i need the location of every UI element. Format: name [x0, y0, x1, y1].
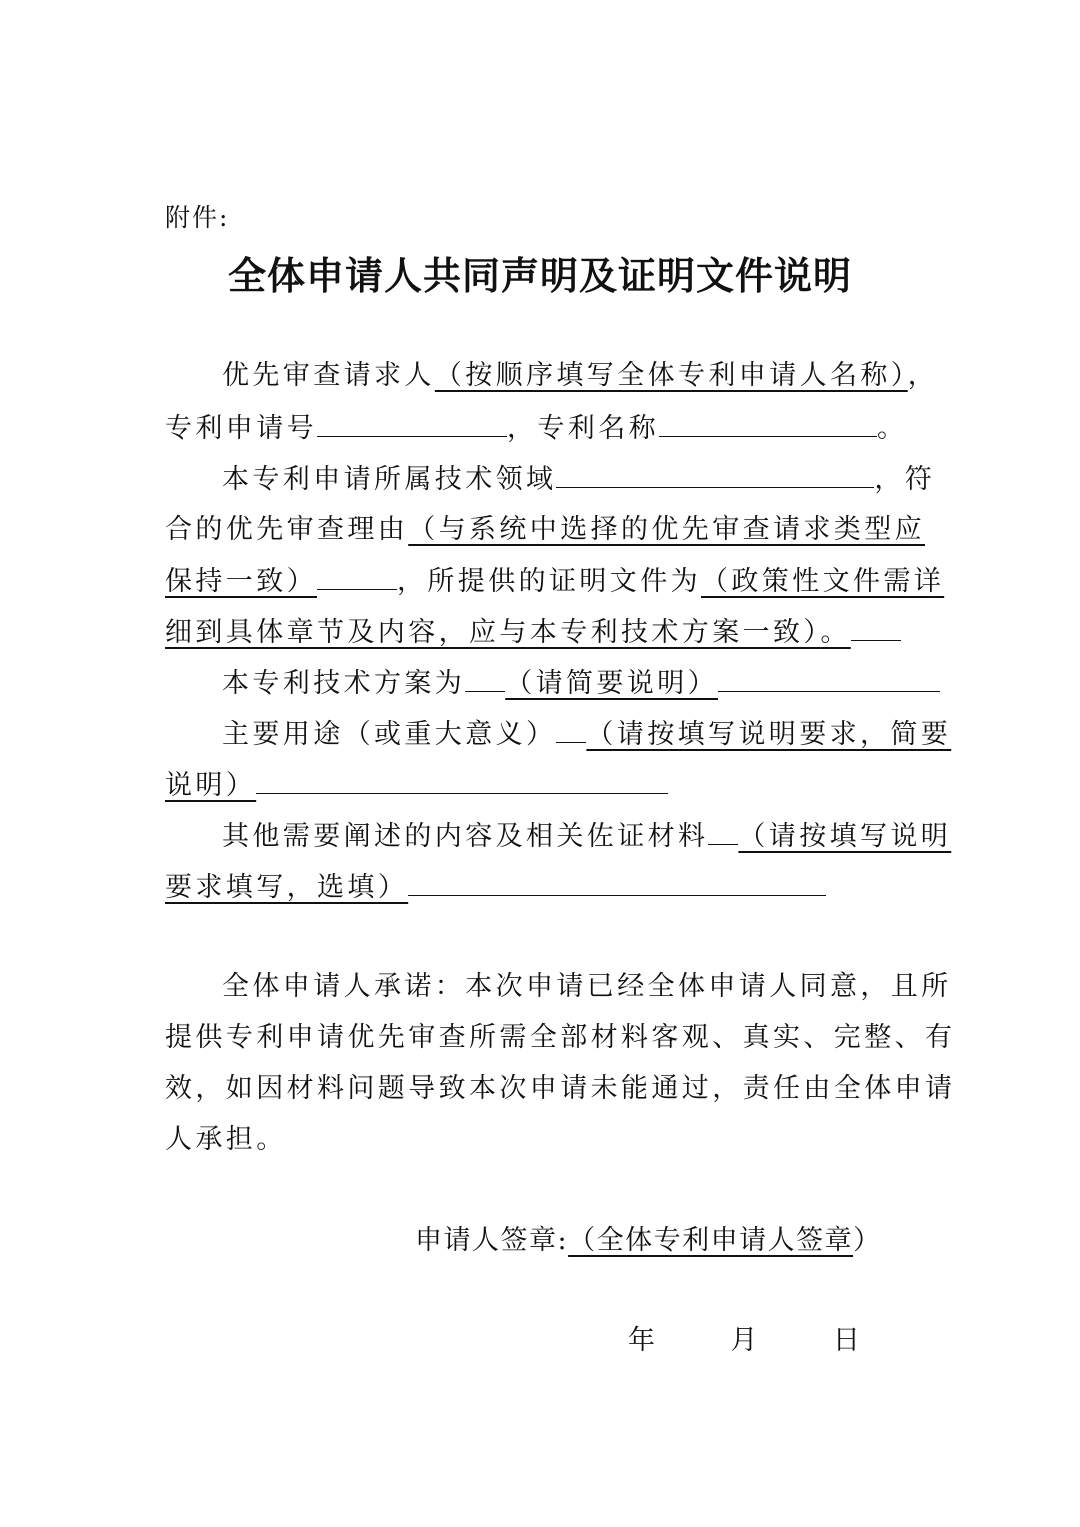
- requester-comma: ，: [907, 360, 939, 391]
- reason-line: [165, 512, 926, 548]
- scheme-line: [222, 665, 917, 702]
- signature-close: ）: [853, 1225, 882, 1256]
- tech-field-field[interactable]: [556, 461, 874, 488]
- scheme-blank-lead[interactable]: [465, 665, 505, 692]
- reason-label: 合的优先审查理由: [165, 514, 409, 545]
- date-month: 月: [730, 1325, 761, 1356]
- signature-field[interactable]: （全体专利申请人签章: [568, 1225, 854, 1256]
- application-number-label: 专利申请号: [165, 413, 317, 444]
- attachment-label: 附件:: [165, 203, 230, 232]
- use-field-cont[interactable]: 说明）: [165, 770, 257, 801]
- docs-field-cont[interactable]: 细到具体章节及内容，应与本专利技术方案一致）: [165, 617, 821, 648]
- application-number-line: [165, 410, 917, 447]
- docs-label: ，所提供的证明文件为: [397, 566, 701, 597]
- scheme-field[interactable]: （请简要说明）: [505, 668, 719, 699]
- use-blank-tail[interactable]: [256, 767, 668, 794]
- requester-field[interactable]: （按顺序填写全体专利申请人名称）: [434, 360, 908, 391]
- tech-field-label: 本专利申请所属技术领域: [222, 464, 557, 495]
- docs-blank[interactable]: [851, 614, 901, 641]
- date-day: 日: [832, 1325, 864, 1356]
- signature-line: [415, 1223, 895, 1259]
- use-line-2: [165, 767, 917, 804]
- use-label: 主要用途（或重大意义）: [222, 719, 557, 750]
- tech-field-tail: ，符: [874, 464, 936, 495]
- scheme-blank-tail[interactable]: [718, 665, 940, 692]
- use-blank-lead[interactable]: [556, 716, 586, 743]
- requester-line: [222, 358, 939, 394]
- application-number-field[interactable]: [317, 410, 507, 437]
- docs-line-2: [165, 614, 917, 651]
- other-label: 其他需要阐述的内容及相关佐证材料: [222, 821, 709, 852]
- scheme-label: 本专利技术方案为: [222, 668, 466, 699]
- line-period: 。: [877, 413, 908, 444]
- other-field-cont[interactable]: 要求填写，选填）: [165, 872, 409, 903]
- signature-label: 申请人签章:: [415, 1225, 569, 1256]
- requester-label: 优先审查请求人: [222, 360, 435, 391]
- other-field[interactable]: （请按填写说明: [738, 821, 952, 852]
- patent-name-field[interactable]: [659, 410, 877, 437]
- use-line: [222, 716, 952, 753]
- reason-blank[interactable]: [317, 563, 397, 590]
- patent-name-label: ，专利名称: [507, 413, 659, 444]
- docs-line: [165, 563, 945, 600]
- other-line: [222, 818, 952, 855]
- promise-line-2: 提供专利申请优先审查所需全部材料客观、真实、完整、有: [165, 1022, 956, 1053]
- promise-line-3: 效，如因材料问题导致本次申请未能通过，责任由全体申请: [165, 1073, 956, 1104]
- promise-line-1: 全体申请人承诺：本次申请已经全体申请人同意，且所: [222, 971, 952, 1002]
- tech-field-line: [222, 461, 936, 498]
- document-title: 全体申请人共同声明及证明文件说明: [227, 253, 852, 298]
- docs-field[interactable]: （政策性文件需详: [701, 566, 945, 597]
- other-blank-tail[interactable]: [408, 869, 826, 896]
- reason-field-cont[interactable]: 保持一致）: [165, 566, 317, 597]
- reason-field[interactable]: （与系统中选择的优先审查请求类型应: [408, 514, 926, 545]
- promise-line-4: 人承担。: [165, 1124, 287, 1155]
- other-blank-lead[interactable]: [708, 818, 738, 845]
- date-line: [628, 1323, 868, 1359]
- docs-end: 。: [820, 617, 851, 648]
- use-field[interactable]: （请按填写说明要求，简要: [586, 719, 952, 750]
- date-year: 年: [628, 1325, 659, 1356]
- other-line-2: [165, 869, 917, 906]
